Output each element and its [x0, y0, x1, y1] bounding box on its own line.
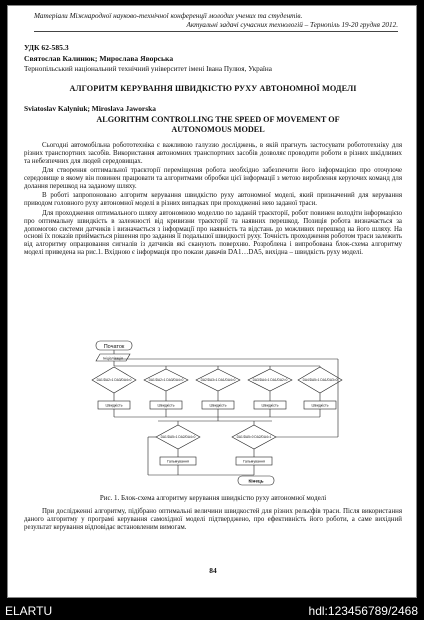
- body-text: [24, 142, 402, 259]
- flowchart-condition-label: DA2/DA3=1 DA1/DA4=0: [200, 378, 236, 382]
- repository-name: ELARTU: [5, 604, 53, 618]
- paragraph: При дослідженні алгоритму, підібрано оптимальні величини швидкостей для різних рельєфів траси. Після використання даного алгоритму у програмі керування самохідної моделі підтверджено, про ефективність його роботи, а саме вихідний результат керування відповідає встановленим вимогам.: [24, 508, 402, 531]
- affiliation: Тернопільський національний технічний університет імені Івана Пулюя, Україна: [24, 65, 272, 73]
- header-line-2: Актуальні задачі сучасних технологій – Тернопіль 19-20 грудня 2012.: [186, 21, 398, 29]
- paragraph: Для створення оптимальної траєкторії переміщення робота необхідно забезпечити його інформацією про оточуюче середовище в якому він повинен працювати та алгоритмами обробки цієї інформації з метою вироблення керуючих команд для долання перешкод на заданому шляху.: [24, 167, 402, 191]
- flowchart-figure: [68, 339, 358, 489]
- running-header: [34, 12, 398, 32]
- handle-id: hdl:123456789/2468: [308, 604, 418, 618]
- viewer-footer: [0, 600, 424, 620]
- title-ukrainian: АЛГОРИТМ КЕРУВАННЯ ШВИДКІСТЮ РУХУ АВТОНОМНОЇ МОДЕЛІ: [69, 84, 357, 93]
- flowchart-condition-label: DA4/DA5=1 DA1/DA3=0: [302, 378, 338, 382]
- flowchart-action-label: Швидкість: [105, 403, 123, 408]
- figure-caption: Рис. 1. Блок-схема алгоритму керування швидкістю руху автономної моделі: [99, 494, 327, 502]
- paragraph: В роботі запропоновано алгоритм керування швидкістю руху автономної моделі, який призначений для керування приводом головного руху автономної моделі в різних випадках при проходженні нею заданої траси.: [24, 192, 402, 208]
- flowchart-action-label: Швидкість: [209, 403, 227, 408]
- flowchart-condition-label: DA1/DA5=1 DA2/DA4=0: [160, 435, 196, 439]
- flowchart-start-label: Початок: [103, 344, 125, 350]
- paragraph: Сьогодні автомобільна робототехніка є важливою галуззю досліджень, в якій прагнуть застосувати робототехніку для різних транспортних засобів. Використання автономних транспортних засобів дозволяє проводити роботи в різних шкідливих та небезпечних для людей середовищах.: [24, 142, 402, 165]
- flowchart-condition-label: DA3/DA4=1 DA1/DA2=0: [252, 378, 288, 382]
- header-line-1: Матеріали Міжнародної науково-технічної конференції молодих учених та студентів.: [34, 12, 303, 20]
- flowchart-action-label: Швидкість: [261, 403, 279, 408]
- flowchart-condition-label: DA1/DA2=1 DA3/DA4=0: [96, 378, 132, 382]
- udk-code: УДК 62-585.3: [24, 43, 69, 52]
- document-page: [7, 5, 417, 598]
- flowchart-action-label: Гальмування: [167, 459, 189, 464]
- flowchart-condition-label: DA1/DA2=1 DA3/DA4=0: [148, 378, 184, 382]
- authors-ua: Святослав Калинюк; Мирослава Яворська: [24, 54, 174, 63]
- flowchart-input-label: Ініціалізація: [103, 356, 123, 361]
- flowchart-action-label: Швидкість: [311, 403, 329, 408]
- paragraph: Для проходження оптимального шляху автономною моделлю по заданій траєкторії, робот повинен володіти інформацією про оптимальну швидкість в залежності від кривизни траєкторії та наявних перешкод. Позиція робота визначається за допомогою системи датчиків і визначається з інформації про наявність та відстань до можливих перешкод на його шляху. На основі їх показів приймається рішення про задання її подальшої швидкості руху. Точність проходження роботом траси залежить від алгоритму опрацювання сигналів із датчиків які сканують поверхню. Розроблена і випробована блок-схема алгоритму моделі приведена на рис.1. Вхідною є інформація про покази давачів DA1…DA5, вихідна – швидкість руху моделі.: [24, 209, 402, 257]
- authors-en: Sviatoslav Kalyniuk; Miroslava Jaworska: [24, 104, 156, 113]
- title-english: ALGORITHM CONTROLLING THE SPEED OF MOVEMENT OF AUTONOMOUS MODEL: [96, 115, 340, 134]
- flowchart-condition-label: DA1/DA5=0 DA2/DA4=1: [236, 435, 272, 439]
- flowchart-action-label: Гальмування: [243, 459, 265, 464]
- conclusion-text: [24, 508, 402, 532]
- flowchart-action-label: Швидкість: [157, 403, 175, 408]
- flowchart-end-label: Кінець: [248, 478, 264, 484]
- page-number: 84: [209, 566, 217, 575]
